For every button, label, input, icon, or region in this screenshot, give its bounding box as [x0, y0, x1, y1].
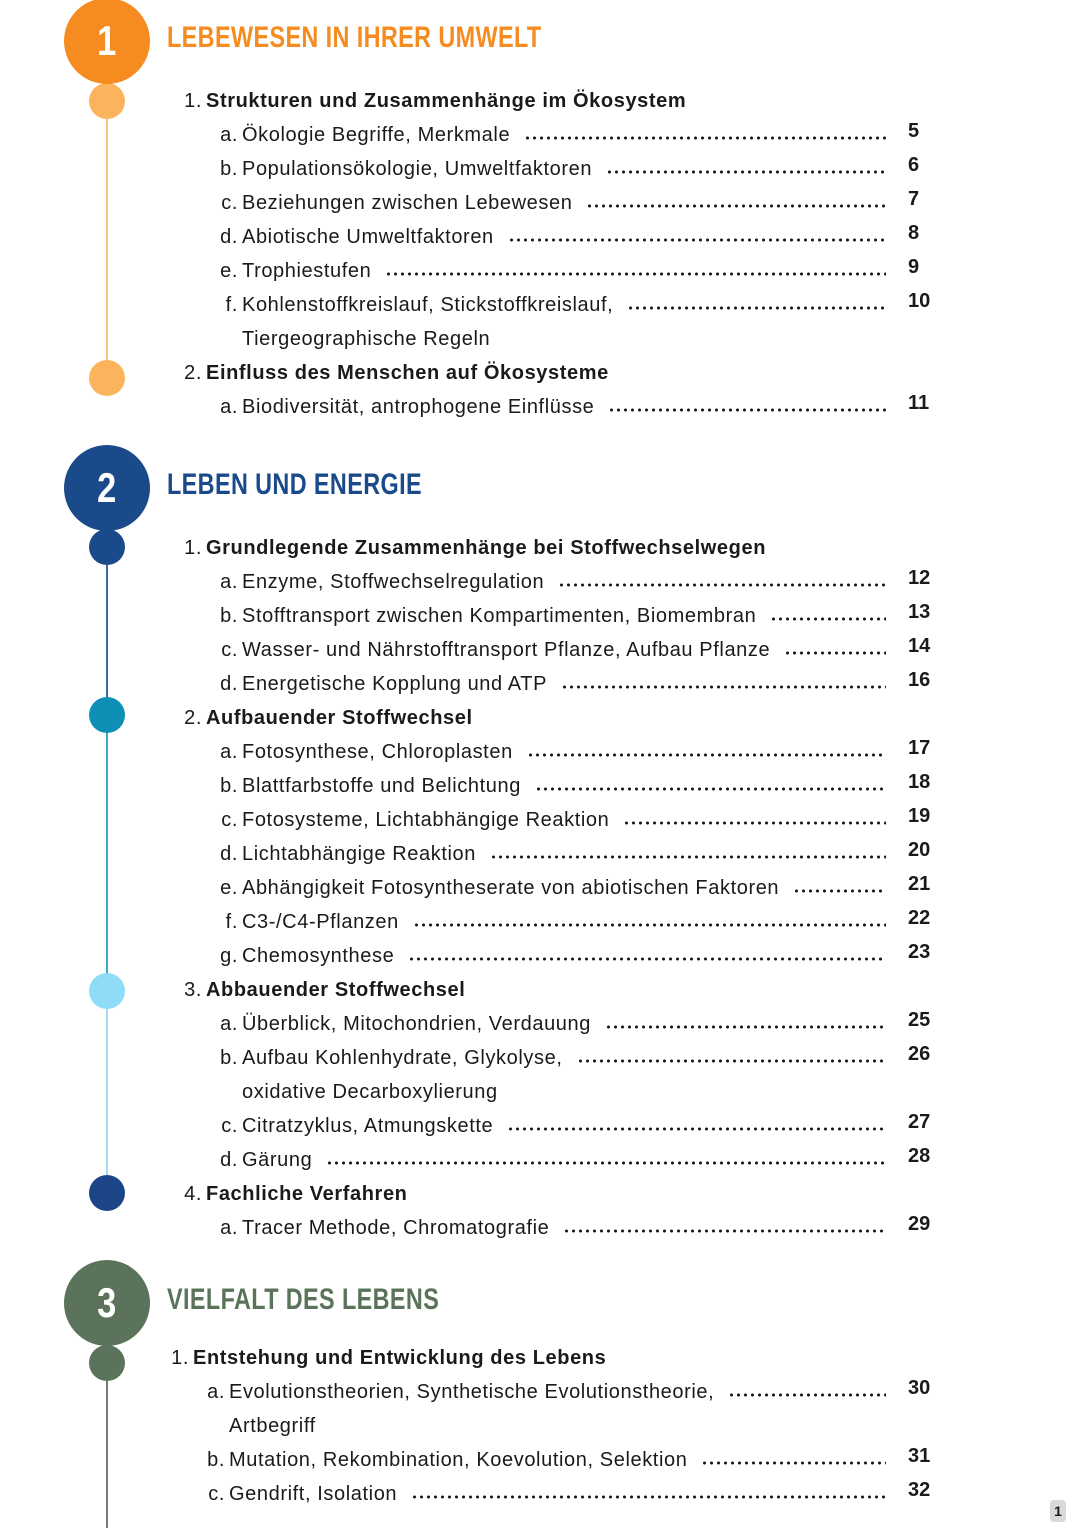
entry-marker: b. — [220, 604, 238, 627]
toc-entry[interactable] — [216, 943, 886, 969]
entry-title: Populationsökologie, Umweltfaktoren — [242, 157, 593, 180]
timeline-line — [106, 715, 108, 991]
entry-marker: b. — [207, 1448, 225, 1471]
entry-marker: a. — [220, 123, 238, 146]
entry-marker: 3. — [184, 978, 202, 1001]
section-number: 3 — [97, 1279, 117, 1326]
page-number[interactable]: 18 — [908, 771, 931, 793]
toc-entry[interactable] — [216, 773, 886, 799]
dot-leader — [508, 238, 886, 242]
entry-title: Energetische Kopplung und ATP — [242, 672, 548, 695]
dot-leader — [563, 1229, 886, 1233]
entry-title: Abiotische Umweltfaktoren — [242, 225, 494, 248]
toc-entry[interactable] — [216, 671, 886, 697]
entry-title: Trophiestufen — [242, 259, 372, 282]
chapter-heading — [180, 535, 766, 561]
entry-marker: d. — [220, 672, 238, 695]
entry-marker: 4. — [184, 1182, 202, 1205]
entry-marker: 2. — [184, 361, 202, 384]
entry-marker: c. — [221, 808, 238, 831]
chapter-heading — [180, 1181, 407, 1207]
page-number[interactable]: 31 — [908, 1445, 931, 1467]
dot-leader — [326, 1161, 886, 1165]
entry-title: Einfluss des Menschen auf Ökosysteme — [206, 361, 609, 384]
page-number[interactable]: 13 — [908, 601, 931, 623]
section-number-circle — [64, 445, 150, 531]
entry-marker: e. — [220, 259, 238, 282]
page-number[interactable]: 5 — [908, 120, 920, 142]
dot-leader — [608, 408, 886, 412]
toc-entry[interactable] — [203, 1447, 886, 1473]
toc-entry[interactable] — [216, 1045, 886, 1071]
toc-entry[interactable] — [216, 807, 886, 833]
toc-entry[interactable] — [203, 1379, 886, 1405]
toc-entry[interactable] — [216, 875, 886, 901]
entry-title: Abbauender Stoffwechsel — [206, 978, 466, 1001]
chapter-heading — [180, 977, 465, 1003]
entry-title: Lichtabhängige Reaktion — [242, 842, 476, 865]
entry-marker: a. — [220, 1216, 238, 1239]
timeline-dot — [89, 973, 125, 1009]
page-number[interactable]: 28 — [908, 1145, 931, 1167]
entry-title-continuation: Artbegriff — [229, 1414, 316, 1437]
entry-title: Wasser- und Nährstofftransport Pflanze, Aufbau Pflanze — [242, 638, 771, 661]
toc-entry[interactable] — [216, 258, 886, 284]
toc-entry[interactable] — [216, 739, 886, 765]
entry-title: Aufbauender Stoffwechsel — [206, 706, 473, 729]
chapter-heading — [167, 1345, 606, 1371]
entry-marker: f. — [225, 910, 238, 933]
dot-leader — [605, 1025, 886, 1029]
page-number[interactable]: 27 — [908, 1111, 931, 1133]
dot-leader — [606, 170, 886, 174]
entry-marker: a. — [220, 570, 238, 593]
toc-entry[interactable] — [216, 603, 886, 629]
toc-entry[interactable] — [216, 1215, 886, 1241]
entry-marker: d. — [220, 225, 238, 248]
toc-entry[interactable] — [216, 637, 886, 663]
dot-leader — [527, 753, 886, 757]
page-number[interactable]: 10 — [908, 290, 931, 312]
entry-title: C3-/C4-Pflanzen — [242, 910, 399, 933]
entry-marker: a. — [220, 395, 238, 418]
entry-marker: a. — [220, 740, 238, 763]
entry-marker: 1. — [184, 89, 202, 112]
entry-marker: c. — [221, 1114, 238, 1137]
page-number[interactable]: 7 — [908, 188, 920, 210]
chapter-heading — [180, 360, 609, 386]
entry-title: Kohlenstoffkreislauf, Stickstoffkreislauf, — [242, 293, 614, 316]
entry-marker: 1. — [171, 1346, 189, 1369]
entry-marker: 2. — [184, 706, 202, 729]
dot-leader — [507, 1127, 886, 1131]
entry-marker: b. — [220, 774, 238, 797]
entry-title: Chemosynthese — [242, 944, 395, 967]
page-number[interactable]: 22 — [908, 907, 931, 929]
toc-entry[interactable] — [216, 841, 886, 867]
page-number[interactable]: 26 — [908, 1043, 931, 1065]
entry-title: Gärung — [242, 1148, 313, 1171]
page-number[interactable]: 16 — [908, 669, 931, 691]
toc-entry[interactable] — [216, 909, 886, 935]
entry-marker: d. — [220, 842, 238, 865]
toc-entry[interactable] — [216, 122, 886, 148]
entry-marker: b. — [220, 1046, 238, 1069]
entry-title: Biodiversität, antrophogene Einflüsse — [242, 395, 595, 418]
toc-entry[interactable] — [216, 1147, 886, 1173]
entry-marker: c. — [208, 1482, 225, 1505]
toc-entry[interactable] — [216, 190, 886, 216]
dot-leader — [535, 787, 886, 791]
entry-marker: c. — [221, 191, 238, 214]
entry-title: Evolutionstheorien, Synthetische Evolutionstheorie, — [229, 1380, 715, 1403]
timeline-line — [106, 101, 108, 378]
entry-title: Gendrift, Isolation — [229, 1482, 398, 1505]
entry-marker: a. — [207, 1380, 225, 1403]
page-number[interactable]: 23 — [908, 941, 931, 963]
toc-entry[interactable] — [216, 1011, 886, 1037]
dot-leader — [701, 1461, 886, 1465]
dot-leader — [408, 957, 886, 961]
entry-title: Fotosynthese, Chloroplasten — [242, 740, 513, 763]
toc-entry[interactable] — [216, 394, 886, 420]
entry-marker: b. — [220, 157, 238, 180]
dot-leader — [490, 855, 886, 859]
entry-title: Tracer Methode, Chromatografie — [242, 1216, 550, 1239]
dot-leader — [524, 136, 886, 140]
page-number[interactable]: 20 — [908, 839, 931, 861]
page-number[interactable]: 8 — [908, 222, 920, 244]
dot-leader — [413, 923, 886, 927]
entry-title: Grundlegende Zusammenhänge bei Stoffwechselwegen — [206, 536, 767, 559]
section-number: 1 — [97, 17, 117, 64]
timeline-dot — [89, 1175, 125, 1211]
entry-title: Beziehungen zwischen Lebewesen — [242, 191, 573, 214]
toc-entry[interactable] — [216, 156, 886, 182]
entry-title: Enzyme, Stoffwechselregulation — [242, 570, 545, 593]
page-number[interactable]: 19 — [908, 805, 931, 827]
section-number-circle — [64, 0, 150, 84]
page-number[interactable]: 11 — [908, 392, 930, 414]
entry-title: Mutation, Rekombination, Koevolution, Selektion — [229, 1448, 688, 1471]
entry-title: Fotosysteme, Lichtabhängige Reaktion — [242, 808, 610, 831]
timeline-dot — [89, 83, 125, 119]
toc-entry[interactable] — [216, 292, 886, 318]
toc-entry[interactable] — [203, 1481, 886, 1507]
toc-entry[interactable] — [216, 1113, 886, 1139]
dot-leader — [784, 651, 886, 655]
dot-leader — [627, 306, 886, 310]
page-number[interactable]: 30 — [908, 1377, 931, 1399]
entry-title: Überblick, Mitochondrien, Verdauung — [242, 1012, 591, 1035]
entry-title: Entstehung und Entwicklung des Lebens — [193, 1346, 607, 1369]
dot-leader — [586, 204, 886, 208]
page-number-badge: 1 — [1050, 1500, 1066, 1522]
dot-leader — [558, 583, 886, 587]
entry-marker: c. — [221, 638, 238, 661]
toc-entry[interactable] — [216, 224, 886, 250]
entry-title: Citratzyklus, Atmungskette — [242, 1114, 494, 1137]
page-number[interactable]: 17 — [908, 737, 931, 759]
page-number[interactable]: 21 — [908, 873, 931, 895]
section-title: LEBEWESEN IN IHRER UMWELT — [167, 21, 542, 54]
entry-title: Fachliche Verfahren — [206, 1182, 408, 1205]
page-number[interactable]: 14 — [908, 635, 931, 657]
section-number: 2 — [97, 464, 117, 511]
section-title: VIELFALT DES LEBENS — [167, 1283, 440, 1316]
entry-marker: 1. — [184, 536, 202, 559]
entry-marker: e. — [220, 876, 238, 899]
section-title: LEBEN UND ENERGIE — [167, 468, 422, 501]
toc-entry[interactable] — [216, 569, 886, 595]
dot-leader — [561, 685, 886, 689]
entry-title: Abhängigkeit Fotosyntheserate von abiotischen Faktoren — [242, 876, 780, 899]
entry-marker: d. — [220, 1148, 238, 1171]
entry-title-continuation: oxidative Decarboxylierung — [242, 1080, 498, 1103]
timeline-dot — [89, 360, 125, 396]
timeline-dot — [89, 697, 125, 733]
entry-title: Ökologie Begriffe, Merkmale — [242, 123, 511, 146]
entry-title: Blattfarbstoffe und Belichtung — [242, 774, 521, 797]
page-number[interactable]: 32 — [908, 1479, 931, 1501]
entry-title: Strukturen und Zusammenhänge im Ökosystem — [206, 89, 687, 112]
entry-marker: f. — [225, 293, 238, 316]
chapter-heading — [180, 705, 473, 731]
timeline-line — [106, 991, 108, 1193]
dot-leader — [623, 821, 886, 825]
dot-leader — [385, 272, 886, 276]
entry-title-continuation: Tiergeographische Regeln — [242, 327, 491, 350]
dot-leader — [793, 889, 886, 893]
entry-title: Stofftransport zwischen Kompartimenten, Biomembran — [242, 604, 757, 627]
section-number-circle — [64, 1260, 150, 1346]
page-number[interactable]: 29 — [908, 1213, 931, 1235]
timeline-dot — [89, 1345, 125, 1381]
dot-leader — [770, 617, 886, 621]
page-number[interactable]: 25 — [908, 1009, 931, 1031]
entry-marker: a. — [220, 1012, 238, 1035]
page-number[interactable]: 9 — [908, 256, 920, 278]
page-number[interactable]: 12 — [908, 567, 931, 589]
dot-leader — [411, 1495, 886, 1499]
timeline-dot — [89, 529, 125, 565]
page-number[interactable]: 6 — [908, 154, 920, 176]
dot-leader — [577, 1059, 887, 1063]
chapter-heading — [180, 88, 686, 114]
entry-marker: g. — [220, 944, 238, 967]
timeline-line — [106, 547, 108, 715]
timeline-line — [106, 1363, 108, 1528]
entry-title: Aufbau Kohlenhydrate, Glykolyse, — [242, 1046, 563, 1069]
dot-leader — [728, 1393, 886, 1397]
